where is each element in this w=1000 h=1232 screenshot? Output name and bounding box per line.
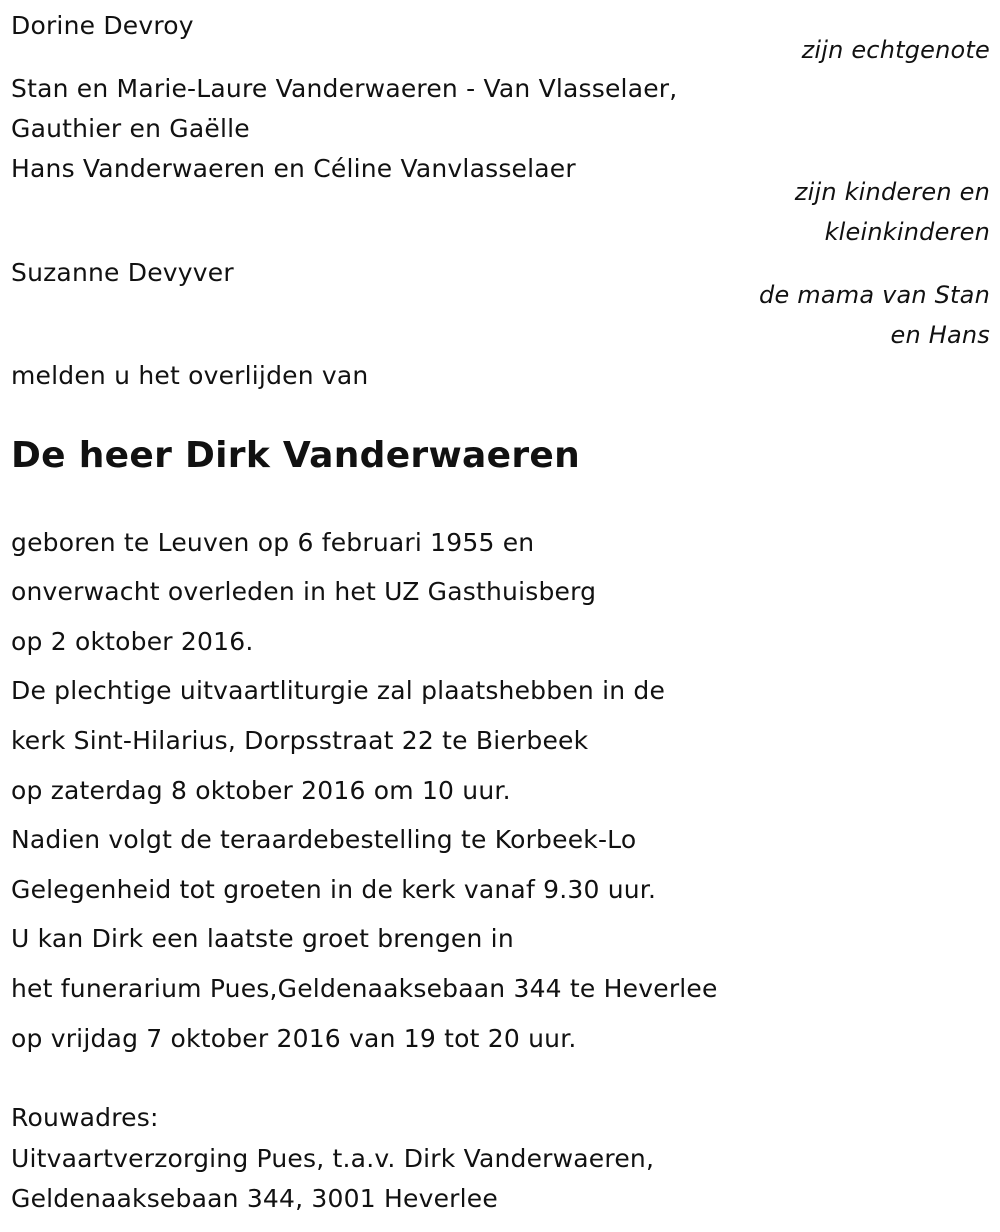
detail-line: kerk Sint-Hilarius, Dorpsstraat 22 te Bierbeek — [11, 726, 589, 755]
children-line-2: Gauthier en Gaëlle — [11, 114, 250, 143]
deceased-name: De heer Dirk Vanderwaeren — [11, 435, 581, 476]
announcement-text: melden u het overlijden van — [11, 361, 369, 390]
detail-line: op zaterdag 8 oktober 2016 om 10 uur. — [11, 776, 511, 805]
spouse-role: zijn echtgenote — [801, 36, 990, 64]
mother-role-line-1: de mama van Stan — [759, 281, 990, 309]
mother-name: Suzanne Devyver — [11, 258, 234, 287]
children-line-3: Hans Vanderwaeren en Céline Vanvlasselaer — [11, 154, 576, 183]
detail-line: onverwacht overleden in het UZ Gasthuisberg — [11, 577, 597, 606]
spouse-name: Dorine Devroy — [11, 11, 194, 40]
detail-line: op vrijdag 7 oktober 2016 van 19 tot 20 uur. — [11, 1024, 577, 1053]
detail-line: De plechtige uitvaartliturgie zal plaatshebben in de — [11, 676, 666, 705]
mother-role-line-2: en Hans — [890, 321, 990, 349]
address-line-2: Geldenaaksebaan 344, 3001 Heverlee — [11, 1184, 498, 1213]
children-line-1: Stan en Marie-Laure Vanderwaeren - Van Vlasselaer, — [11, 74, 678, 103]
address-line-1: Uitvaartverzorging Pues, t.a.v. Dirk Vanderwaeren, — [11, 1144, 655, 1173]
detail-line: het funerarium Pues,Geldenaaksebaan 344 te Heverlee — [11, 974, 718, 1003]
address-label: Rouwadres: — [11, 1103, 159, 1132]
detail-line: op 2 oktober 2016. — [11, 627, 254, 656]
detail-line: geboren te Leuven op 6 februari 1955 en — [11, 528, 535, 557]
detail-line: Nadien volgt de teraardebestelling te Korbeek-Lo — [11, 825, 637, 854]
children-role-line-2: kleinkinderen — [824, 218, 990, 246]
detail-line: Gelegenheid tot groeten in de kerk vanaf 9.30 uur. — [11, 875, 657, 904]
children-role-line-1: zijn kinderen en — [794, 178, 990, 206]
detail-line: U kan Dirk een laatste groet brengen in — [11, 924, 514, 953]
